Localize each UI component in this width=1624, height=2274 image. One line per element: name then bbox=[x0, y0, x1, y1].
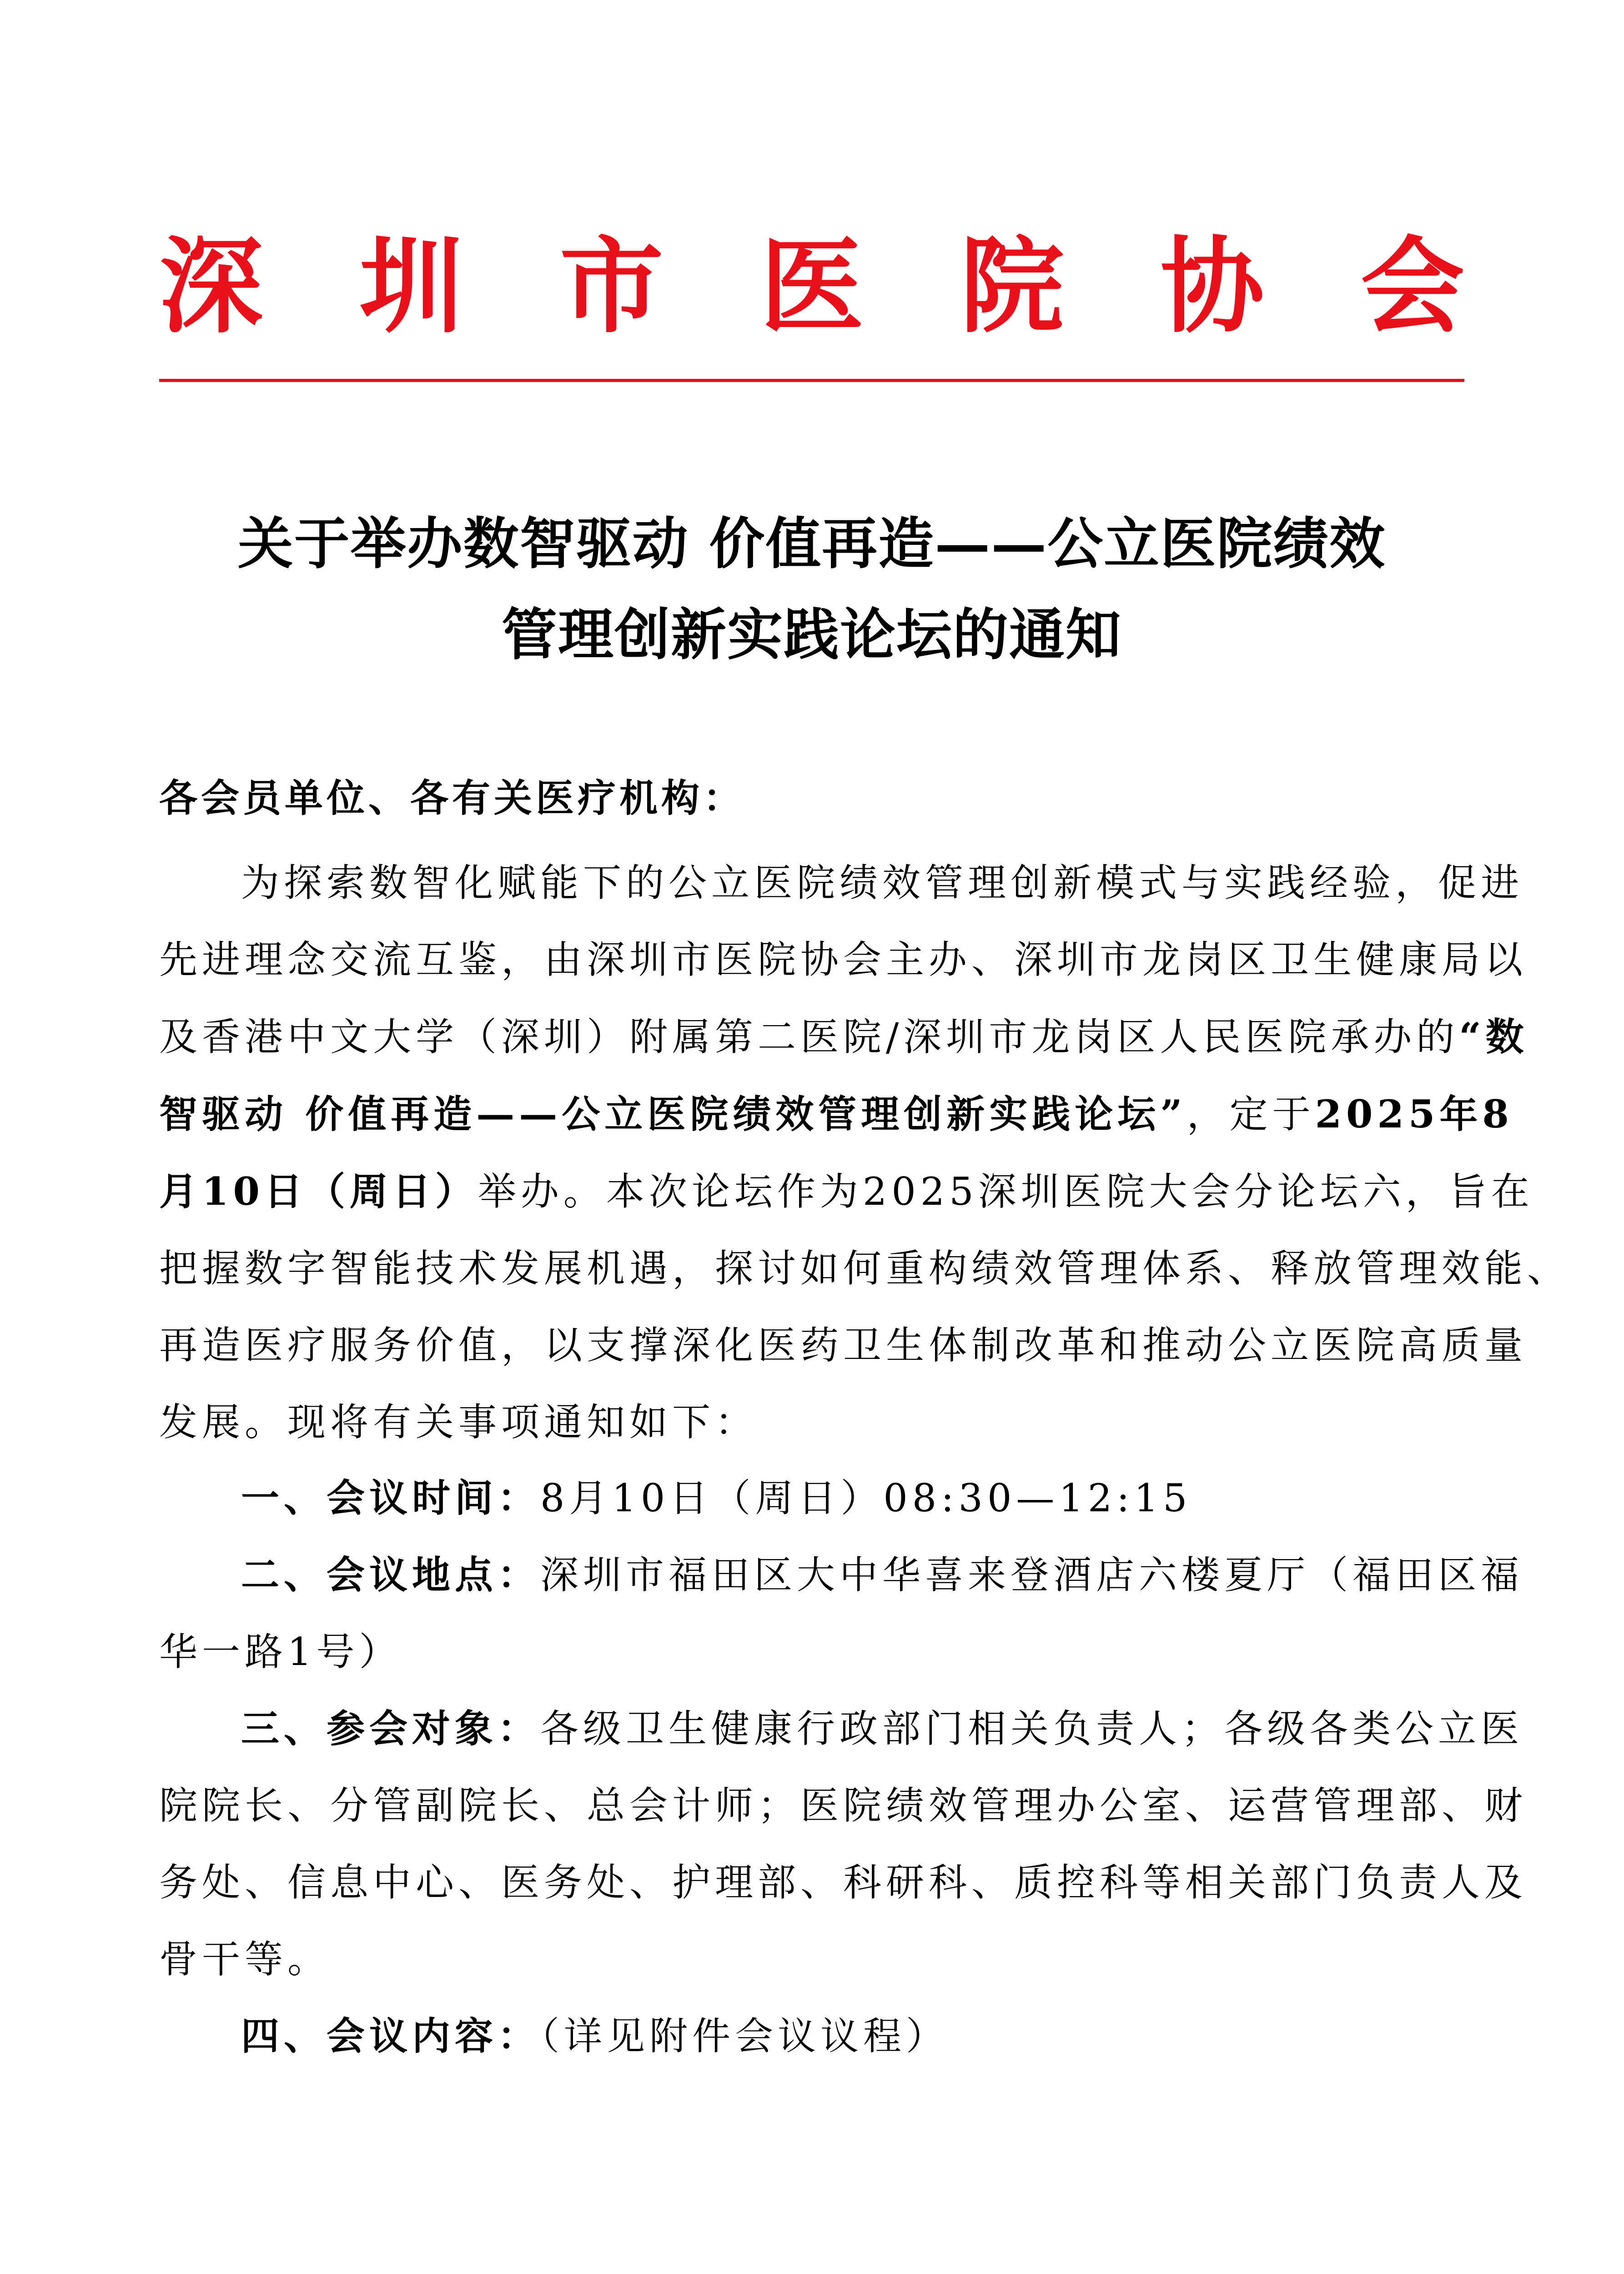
intro-paragraph bbox=[159, 845, 1570, 1461]
red-header-divider bbox=[159, 379, 1464, 382]
org-name-char: 院 bbox=[960, 226, 1064, 347]
bold-text-run: 智驱动 价值再造——公立医院绩效管理创新实践论坛” bbox=[159, 1092, 1187, 1137]
org-name-char: 市 bbox=[559, 226, 664, 347]
salutation: 各会员单位、各有关医疗机构： bbox=[159, 775, 745, 820]
item-label: 四、会议内容： bbox=[241, 2013, 541, 2058]
paragraph-line: 务处、信息中心、医务处、护理部、科研科、质控科等相关部门负责人及 bbox=[159, 1860, 1528, 1905]
paragraph-line: 院院长、分管副院长、总会计师；医院绩效管理办公室、运营管理部、财 bbox=[159, 1783, 1528, 1828]
item-label: 三、参会对象： bbox=[241, 1706, 541, 1751]
bold-text-run: 2025年8 bbox=[1315, 1092, 1513, 1137]
org-name-char: 圳 bbox=[359, 226, 463, 347]
paragraph-line bbox=[159, 1690, 1524, 1767]
document-title bbox=[159, 498, 1464, 680]
paragraph-line bbox=[159, 1153, 1534, 1230]
item-value: 深圳市福田区大中华喜来登酒店六楼夏厅（福田区福 bbox=[540, 1553, 1524, 1597]
paragraph-line: 发展。现将有关事项通知如下： bbox=[159, 1400, 758, 1444]
org-name-char: 医 bbox=[759, 226, 864, 347]
org-name-char: 协 bbox=[1160, 226, 1264, 347]
paragraph-line: 骨干等。 bbox=[159, 1937, 331, 1982]
item-label: 一、会议时间： bbox=[241, 1475, 541, 1520]
meeting-venue-item bbox=[159, 1536, 1524, 1690]
item-value: （详见附件会议议程） bbox=[540, 2014, 949, 2058]
paragraph-line: 再造医疗服务价值，以支撑深化医药卫生体制改革和推动公立医院高质量 bbox=[159, 1323, 1528, 1368]
text-run: ，定于 bbox=[1187, 1092, 1315, 1137]
org-name-char: 会 bbox=[1360, 226, 1464, 347]
title-line-2: 管理创新实践论坛的通知 bbox=[502, 602, 1122, 667]
paragraph-line bbox=[159, 1459, 1464, 1537]
text-run: 举办。本次论坛作为2025深圳医院大会分论坛六，旨在 bbox=[478, 1169, 1534, 1214]
paragraph-line bbox=[159, 1997, 1464, 2075]
paragraph-line: 华一路1号） bbox=[159, 1630, 402, 1674]
meeting-time-item bbox=[159, 1459, 1464, 1537]
bold-text-run: 月10日（周日） bbox=[159, 1169, 478, 1214]
paragraph-line bbox=[159, 1076, 1513, 1153]
item-value: 8月10日（周日）08:30—12:15 bbox=[540, 1476, 1192, 1520]
bold-text-run: “数 bbox=[1459, 1014, 1528, 1059]
item-value: 各级卫生健康行政部门相关负责人；各级各类公立医 bbox=[540, 1706, 1524, 1751]
title-line-1: 关于举办数智驱动 价值再造——公立医院绩效 bbox=[237, 511, 1386, 576]
paragraph-line bbox=[159, 1536, 1524, 1614]
paragraph-line bbox=[159, 998, 1528, 1076]
item-label: 二、会议地点： bbox=[241, 1552, 541, 1597]
paragraph-line: 为探索数智化赋能下的公立医院绩效管理创新模式与实践经验，促进 bbox=[241, 860, 1524, 905]
paragraph-line: 把握数字智能技术发展机遇，探讨如何重构绩效管理体系、释放管理效能、 bbox=[159, 1246, 1570, 1291]
attendees-item bbox=[159, 1690, 1528, 1998]
paragraph-line: 先进理念交流互鉴，由深圳市医院协会主办、深圳市龙岗区卫生健康局以 bbox=[159, 937, 1528, 982]
org-name-char: 深 bbox=[159, 226, 263, 347]
issuing-organization-header bbox=[159, 218, 1464, 355]
meeting-content-item bbox=[159, 1997, 1464, 2075]
text-run: 及香港中文大学（深圳）附属第二医院/深圳市龙岗区人民医院承办的 bbox=[159, 1015, 1459, 1059]
